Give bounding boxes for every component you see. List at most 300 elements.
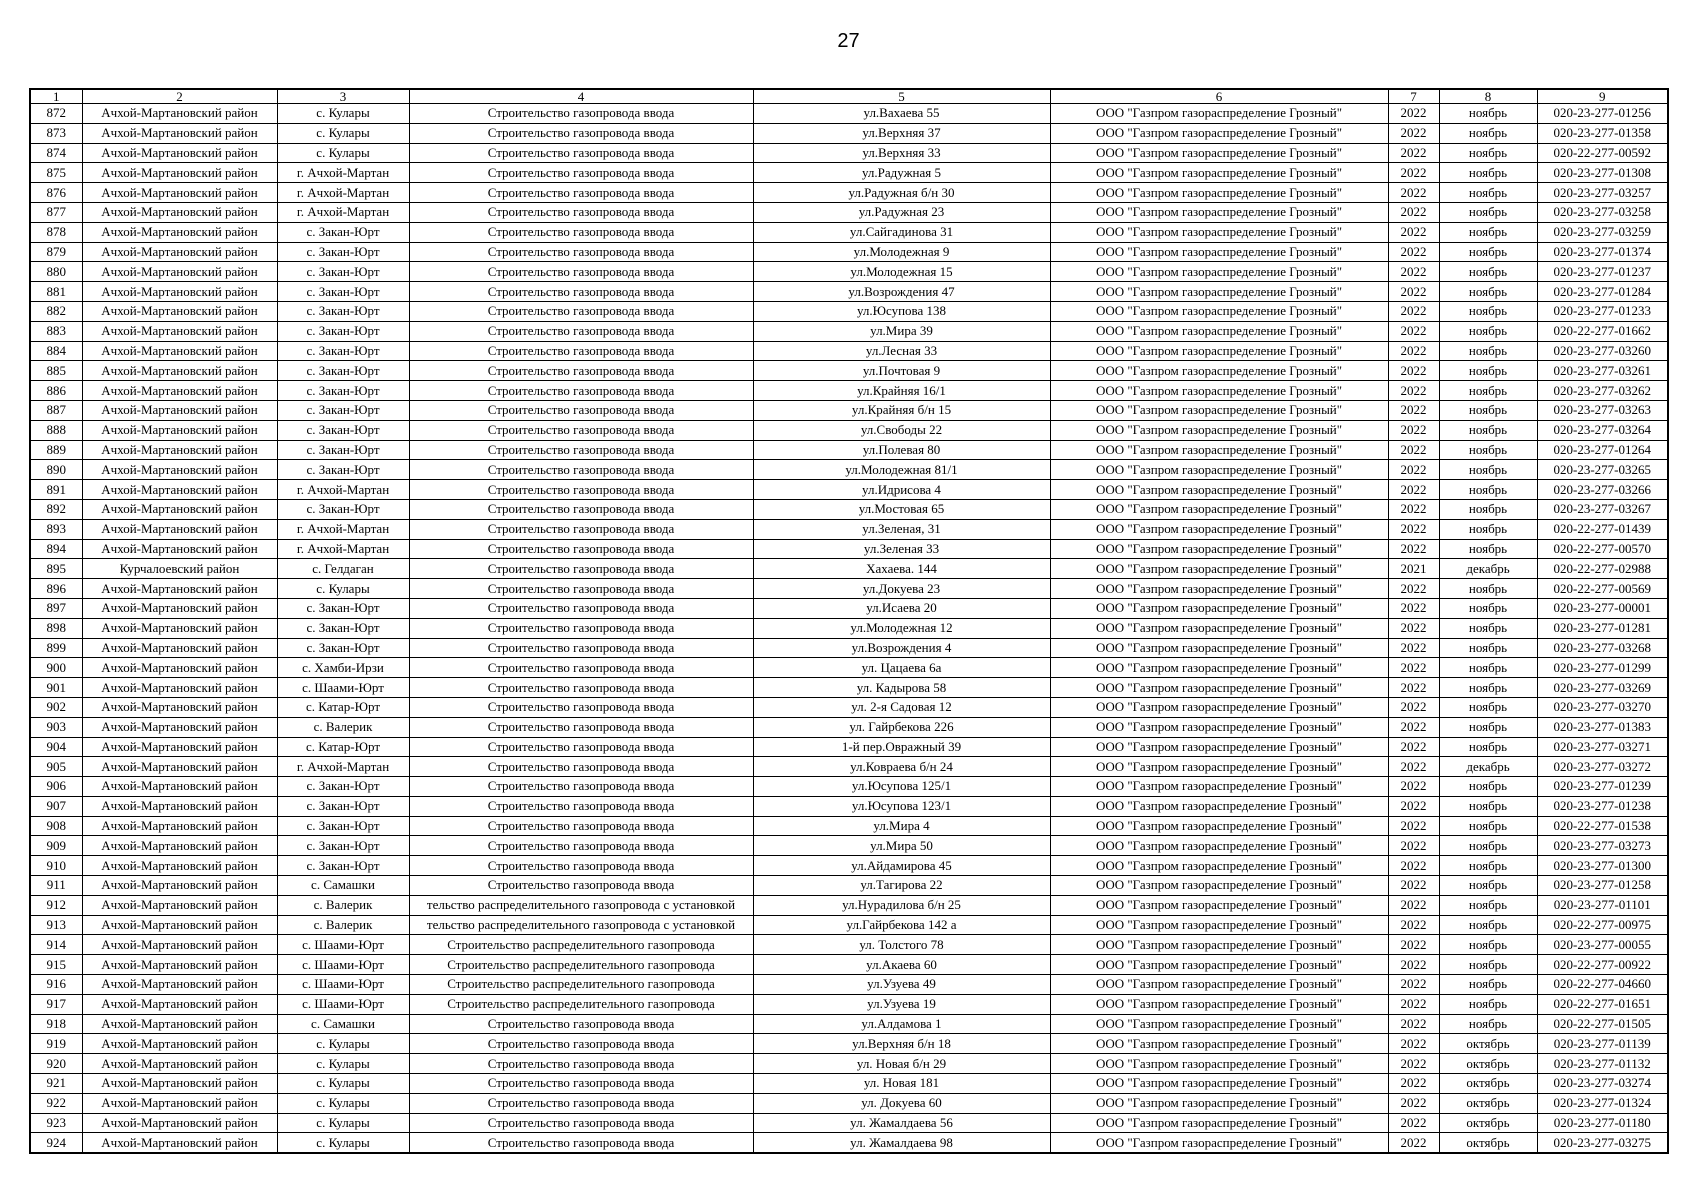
address-cell: ул. Цацаева 6а xyxy=(753,658,1050,678)
code-cell: 020-23-277-03272 xyxy=(1537,757,1668,777)
organization-cell: ООО "Газпром газораспределение Грозный" xyxy=(1050,737,1388,757)
work-type-cell: Строительство газопровода ввода xyxy=(409,282,753,302)
district-cell: Ачхой-Мартановский район xyxy=(82,301,277,321)
district-cell: Ачхой-Мартановский район xyxy=(82,856,277,876)
organization-cell: ООО "Газпром газораспределение Грозный" xyxy=(1050,658,1388,678)
table-row xyxy=(30,559,1668,579)
code-cell: 020-22-277-00592 xyxy=(1537,143,1668,163)
work-type-cell: Строительство газопровода ввода xyxy=(409,1074,753,1094)
year-cell: 2022 xyxy=(1388,1014,1439,1034)
organization-cell: ООО "Газпром газораспределение Грозный" xyxy=(1050,183,1388,203)
work-type-cell: Строительство распределительного газопровода xyxy=(409,975,753,995)
district-cell: Ачхой-Мартановский район xyxy=(82,658,277,678)
settlement-cell: с. Закан-Юрт xyxy=(277,381,409,401)
organization-cell: ООО "Газпром газораспределение Грозный" xyxy=(1050,242,1388,262)
row-number-cell: 915 xyxy=(30,955,82,975)
district-cell: Ачхой-Мартановский район xyxy=(82,1074,277,1094)
row-number-cell: 890 xyxy=(30,460,82,480)
month-cell: ноябрь xyxy=(1439,301,1537,321)
year-cell: 2022 xyxy=(1388,678,1439,698)
settlement-cell: с. Закан-Юрт xyxy=(277,460,409,480)
district-cell: Ачхой-Мартановский район xyxy=(82,618,277,638)
table-row xyxy=(30,915,1668,935)
organization-cell: ООО "Газпром газораспределение Грозный" xyxy=(1050,638,1388,658)
work-type-cell: тельство распределительного газопровода с установкой xyxy=(409,915,753,935)
work-type-cell: Строительство газопровода ввода xyxy=(409,579,753,599)
organization-cell: ООО "Газпром газораспределение Грозный" xyxy=(1050,955,1388,975)
organization-cell: ООО "Газпром газораспределение Грозный" xyxy=(1050,341,1388,361)
month-cell: ноябрь xyxy=(1439,539,1537,559)
code-cell: 020-23-277-03260 xyxy=(1537,341,1668,361)
district-cell: Ачхой-Мартановский район xyxy=(82,717,277,737)
work-type-cell: Строительство газопровода ввода xyxy=(409,717,753,737)
settlement-cell: с. Закан-Юрт xyxy=(277,282,409,302)
work-type-cell: Строительство газопровода ввода xyxy=(409,1113,753,1133)
year-cell: 2022 xyxy=(1388,183,1439,203)
organization-cell: ООО "Газпром газораспределение Грозный" xyxy=(1050,618,1388,638)
code-cell: 020-23-277-03261 xyxy=(1537,361,1668,381)
row-number-cell: 899 xyxy=(30,638,82,658)
code-cell: 020-23-277-03271 xyxy=(1537,737,1668,757)
month-cell: ноябрь xyxy=(1439,519,1537,539)
settlement-cell: с. Кулары xyxy=(277,123,409,143)
year-cell: 2022 xyxy=(1388,994,1439,1014)
table-row xyxy=(30,1074,1668,1094)
year-cell: 2022 xyxy=(1388,975,1439,995)
settlement-cell: г. Ачхой-Мартан xyxy=(277,757,409,777)
code-cell: 020-23-277-03275 xyxy=(1537,1133,1668,1153)
address-cell: ул.Юсупова 123/1 xyxy=(753,796,1050,816)
settlement-cell: с. Закан-Юрт xyxy=(277,361,409,381)
organization-cell: ООО "Газпром газораспределение Грозный" xyxy=(1050,1133,1388,1153)
month-cell: ноябрь xyxy=(1439,242,1537,262)
year-cell: 2022 xyxy=(1388,638,1439,658)
table-row xyxy=(30,143,1668,163)
year-cell: 2022 xyxy=(1388,816,1439,836)
settlement-cell: г. Ачхой-Мартан xyxy=(277,480,409,500)
address-cell: ул.Исаева 20 xyxy=(753,598,1050,618)
organization-cell: ООО "Газпром газораспределение Грозный" xyxy=(1050,400,1388,420)
address-cell: ул.Акаева 60 xyxy=(753,955,1050,975)
code-cell: 020-23-277-01237 xyxy=(1537,262,1668,282)
organization-cell: ООО "Газпром газораспределение Грозный" xyxy=(1050,321,1388,341)
district-cell: Ачхой-Мартановский район xyxy=(82,420,277,440)
district-cell: Ачхой-Мартановский район xyxy=(82,1093,277,1113)
address-cell: ул. Жамалдаева 56 xyxy=(753,1113,1050,1133)
row-number-cell: 896 xyxy=(30,579,82,599)
address-cell: ул.Узуева 19 xyxy=(753,994,1050,1014)
work-type-cell: Строительство газопровода ввода xyxy=(409,836,753,856)
gas-pipeline-table xyxy=(29,88,1669,1154)
table-row xyxy=(30,975,1668,995)
organization-cell: ООО "Газпром газораспределение Грозный" xyxy=(1050,836,1388,856)
month-cell: ноябрь xyxy=(1439,955,1537,975)
row-number-cell: 876 xyxy=(30,183,82,203)
table-row xyxy=(30,123,1668,143)
work-type-cell: Строительство газопровода ввода xyxy=(409,262,753,282)
organization-cell: ООО "Газпром газораспределение Грозный" xyxy=(1050,1074,1388,1094)
row-number-cell: 886 xyxy=(30,381,82,401)
settlement-cell: с. Закан-Юрт xyxy=(277,341,409,361)
code-cell: 020-23-277-03258 xyxy=(1537,202,1668,222)
settlement-cell: с. Закан-Юрт xyxy=(277,796,409,816)
row-number-cell: 919 xyxy=(30,1034,82,1054)
year-cell: 2022 xyxy=(1388,796,1439,816)
district-cell: Ачхой-Мартановский район xyxy=(82,222,277,242)
work-type-cell: Строительство газопровода ввода xyxy=(409,1014,753,1034)
work-type-cell: Строительство газопровода ввода xyxy=(409,123,753,143)
organization-cell: ООО "Газпром газораспределение Грозный" xyxy=(1050,915,1388,935)
settlement-cell: с. Закан-Юрт xyxy=(277,618,409,638)
settlement-cell: с. Закан-Юрт xyxy=(277,222,409,242)
row-number-cell: 918 xyxy=(30,1014,82,1034)
table-row xyxy=(30,579,1668,599)
work-type-cell: Строительство газопровода ввода xyxy=(409,816,753,836)
district-cell: Ачхой-Мартановский район xyxy=(82,816,277,836)
row-number-cell: 924 xyxy=(30,1133,82,1153)
work-type-cell: Строительство газопровода ввода xyxy=(409,341,753,361)
address-cell: ул.Полевая 80 xyxy=(753,440,1050,460)
row-number-cell: 908 xyxy=(30,816,82,836)
table-row xyxy=(30,1054,1668,1074)
table-row xyxy=(30,697,1668,717)
table-row xyxy=(30,440,1668,460)
address-cell: ул.Мира 4 xyxy=(753,816,1050,836)
year-cell: 2022 xyxy=(1388,143,1439,163)
address-cell: ул.Радужная б/н 30 xyxy=(753,183,1050,203)
work-type-cell: Строительство газопровода ввода xyxy=(409,480,753,500)
year-cell: 2022 xyxy=(1388,341,1439,361)
work-type-cell: Строительство газопровода ввода xyxy=(409,796,753,816)
code-cell: 020-23-277-01238 xyxy=(1537,796,1668,816)
district-cell: Ачхой-Мартановский район xyxy=(82,381,277,401)
month-cell: ноябрь xyxy=(1439,341,1537,361)
work-type-cell: Строительство газопровода ввода xyxy=(409,737,753,757)
work-type-cell: Строительство газопровода ввода xyxy=(409,1133,753,1153)
address-cell: ул.Мира 50 xyxy=(753,836,1050,856)
table-row xyxy=(30,856,1668,876)
address-cell: ул.Свободы 22 xyxy=(753,420,1050,440)
year-cell: 2022 xyxy=(1388,242,1439,262)
month-cell: ноябрь xyxy=(1439,737,1537,757)
column-number: 2 xyxy=(82,89,277,104)
district-cell: Ачхой-Мартановский район xyxy=(82,242,277,262)
month-cell: ноябрь xyxy=(1439,480,1537,500)
month-cell: ноябрь xyxy=(1439,658,1537,678)
address-cell: 1-й пер.Овражный 39 xyxy=(753,737,1050,757)
address-cell: ул.Вахаева 55 xyxy=(753,104,1050,124)
year-cell: 2022 xyxy=(1388,1054,1439,1074)
table-row xyxy=(30,519,1668,539)
row-number-cell: 894 xyxy=(30,539,82,559)
address-cell: ул.Зеленая, 31 xyxy=(753,519,1050,539)
row-number-cell: 914 xyxy=(30,935,82,955)
code-cell: 020-23-277-03263 xyxy=(1537,400,1668,420)
month-cell: ноябрь xyxy=(1439,579,1537,599)
code-cell: 020-23-277-00001 xyxy=(1537,598,1668,618)
month-cell: октябрь xyxy=(1439,1054,1537,1074)
settlement-cell: с. Катар-Юрт xyxy=(277,697,409,717)
month-cell: ноябрь xyxy=(1439,856,1537,876)
organization-cell: ООО "Газпром газораспределение Грозный" xyxy=(1050,143,1388,163)
settlement-cell: г. Ачхой-Мартан xyxy=(277,539,409,559)
table-row xyxy=(30,935,1668,955)
year-cell: 2022 xyxy=(1388,876,1439,896)
row-number-cell: 911 xyxy=(30,876,82,896)
organization-cell: ООО "Газпром газораспределение Грозный" xyxy=(1050,499,1388,519)
code-cell: 020-23-277-01281 xyxy=(1537,618,1668,638)
work-type-cell: Строительство газопровода ввода xyxy=(409,519,753,539)
year-cell: 2022 xyxy=(1388,658,1439,678)
settlement-cell: с. Закан-Юрт xyxy=(277,420,409,440)
work-type-cell: Строительство газопровода ввода xyxy=(409,104,753,124)
table-row xyxy=(30,737,1668,757)
table-row xyxy=(30,1133,1668,1153)
work-type-cell: Строительство газопровода ввода xyxy=(409,381,753,401)
address-cell: ул.Нурадилова б/н 25 xyxy=(753,895,1050,915)
row-number-cell: 889 xyxy=(30,440,82,460)
address-cell: ул.Молодежная 15 xyxy=(753,262,1050,282)
table-row xyxy=(30,638,1668,658)
settlement-cell: с. Кулары xyxy=(277,1074,409,1094)
year-cell: 2022 xyxy=(1388,717,1439,737)
address-cell: ул.Алдамова 1 xyxy=(753,1014,1050,1034)
row-number-cell: 901 xyxy=(30,678,82,698)
address-cell: ул.Почтовая 9 xyxy=(753,361,1050,381)
code-cell: 020-22-277-04660 xyxy=(1537,975,1668,995)
organization-cell: ООО "Газпром газораспределение Грозный" xyxy=(1050,717,1388,737)
district-cell: Ачхой-Мартановский район xyxy=(82,460,277,480)
year-cell: 2022 xyxy=(1388,915,1439,935)
month-cell: ноябрь xyxy=(1439,1014,1537,1034)
row-number-cell: 920 xyxy=(30,1054,82,1074)
row-number-cell: 903 xyxy=(30,717,82,737)
month-cell: ноябрь xyxy=(1439,202,1537,222)
code-cell: 020-23-277-01299 xyxy=(1537,658,1668,678)
row-number-cell: 883 xyxy=(30,321,82,341)
month-cell: ноябрь xyxy=(1439,440,1537,460)
code-cell: 020-22-277-00570 xyxy=(1537,539,1668,559)
address-cell: ул. Толстого 78 xyxy=(753,935,1050,955)
organization-cell: ООО "Газпром газораспределение Грозный" xyxy=(1050,282,1388,302)
settlement-cell: с. Шаами-Юрт xyxy=(277,955,409,975)
district-cell: Ачхой-Мартановский район xyxy=(82,1014,277,1034)
organization-cell: ООО "Газпром газораспределение Грозный" xyxy=(1050,480,1388,500)
month-cell: ноябрь xyxy=(1439,163,1537,183)
month-cell: октябрь xyxy=(1439,1113,1537,1133)
address-cell: ул.Молодежная 9 xyxy=(753,242,1050,262)
work-type-cell: Строительство газопровода ввода xyxy=(409,618,753,638)
work-type-cell: Строительство газопровода ввода xyxy=(409,757,753,777)
table-row xyxy=(30,1014,1668,1034)
district-cell: Ачхой-Мартановский район xyxy=(82,262,277,282)
column-number: 8 xyxy=(1439,89,1537,104)
work-type-cell: Строительство газопровода ввода xyxy=(409,598,753,618)
address-cell: ул.Верхняя 33 xyxy=(753,143,1050,163)
column-number: 7 xyxy=(1388,89,1439,104)
address-cell: ул.Айдамирова 45 xyxy=(753,856,1050,876)
table-row xyxy=(30,400,1668,420)
address-cell: ул.Тагирова 22 xyxy=(753,876,1050,896)
row-number-cell: 917 xyxy=(30,994,82,1014)
settlement-cell: с. Хамби-Ирзи xyxy=(277,658,409,678)
work-type-cell: Строительство газопровода ввода xyxy=(409,697,753,717)
table-row xyxy=(30,1034,1668,1054)
year-cell: 2022 xyxy=(1388,282,1439,302)
address-cell: ул.Радужная 23 xyxy=(753,202,1050,222)
month-cell: декабрь xyxy=(1439,757,1537,777)
row-number-cell: 872 xyxy=(30,104,82,124)
row-number-cell: 888 xyxy=(30,420,82,440)
code-cell: 020-23-277-01300 xyxy=(1537,856,1668,876)
month-cell: ноябрь xyxy=(1439,282,1537,302)
address-cell: ул.Молодежная 81/1 xyxy=(753,460,1050,480)
settlement-cell: с. Шаами-Юрт xyxy=(277,994,409,1014)
row-number-cell: 900 xyxy=(30,658,82,678)
settlement-cell: с. Закан-Юрт xyxy=(277,777,409,797)
column-number: 4 xyxy=(409,89,753,104)
district-cell: Ачхой-Мартановский район xyxy=(82,499,277,519)
code-cell: 020-23-277-03264 xyxy=(1537,420,1668,440)
row-number-cell: 898 xyxy=(30,618,82,638)
month-cell: октябрь xyxy=(1439,1093,1537,1113)
month-cell: ноябрь xyxy=(1439,678,1537,698)
code-cell: 020-23-277-01239 xyxy=(1537,777,1668,797)
column-number: 5 xyxy=(753,89,1050,104)
month-cell: ноябрь xyxy=(1439,321,1537,341)
month-cell: ноябрь xyxy=(1439,836,1537,856)
code-cell: 020-22-277-00922 xyxy=(1537,955,1668,975)
work-type-cell: Строительство газопровода ввода xyxy=(409,440,753,460)
row-number-cell: 921 xyxy=(30,1074,82,1094)
row-number-cell: 877 xyxy=(30,202,82,222)
settlement-cell: с. Гелдаган xyxy=(277,559,409,579)
row-number-cell: 892 xyxy=(30,499,82,519)
work-type-cell: Строительство газопровода ввода xyxy=(409,222,753,242)
table-row xyxy=(30,796,1668,816)
work-type-cell: Строительство газопровода ввода xyxy=(409,678,753,698)
district-cell: Ачхой-Мартановский район xyxy=(82,757,277,777)
code-cell: 020-23-277-01139 xyxy=(1537,1034,1668,1054)
district-cell: Ачхой-Мартановский район xyxy=(82,143,277,163)
address-cell: ул.Юсупова 125/1 xyxy=(753,777,1050,797)
district-cell: Ачхой-Мартановский район xyxy=(82,480,277,500)
table-row xyxy=(30,301,1668,321)
year-cell: 2022 xyxy=(1388,579,1439,599)
table-row xyxy=(30,1113,1668,1133)
month-cell: ноябрь xyxy=(1439,915,1537,935)
code-cell: 020-23-277-00055 xyxy=(1537,935,1668,955)
month-cell: ноябрь xyxy=(1439,975,1537,995)
year-cell: 2022 xyxy=(1388,361,1439,381)
table-row xyxy=(30,104,1668,124)
work-type-cell: Строительство газопровода ввода xyxy=(409,1054,753,1074)
row-number-cell: 905 xyxy=(30,757,82,777)
table-row xyxy=(30,1093,1668,1113)
row-number-cell: 887 xyxy=(30,400,82,420)
table-row xyxy=(30,163,1668,183)
settlement-cell: с. Кулары xyxy=(277,1054,409,1074)
year-cell: 2022 xyxy=(1388,104,1439,124)
month-cell: ноябрь xyxy=(1439,381,1537,401)
code-cell: 020-23-277-01308 xyxy=(1537,163,1668,183)
year-cell: 2022 xyxy=(1388,480,1439,500)
row-number-cell: 893 xyxy=(30,519,82,539)
month-cell: ноябрь xyxy=(1439,400,1537,420)
address-cell: ул.Крайняя б/н 15 xyxy=(753,400,1050,420)
table-row xyxy=(30,381,1668,401)
organization-cell: ООО "Газпром газораспределение Грозный" xyxy=(1050,222,1388,242)
code-cell: 020-23-277-03269 xyxy=(1537,678,1668,698)
address-cell: ул. Гайрбекова 226 xyxy=(753,717,1050,737)
address-cell: ул.Крайняя 16/1 xyxy=(753,381,1050,401)
address-cell: ул.Верхняя 37 xyxy=(753,123,1050,143)
district-cell: Ачхой-Мартановский район xyxy=(82,1133,277,1153)
code-cell: 020-23-277-03268 xyxy=(1537,638,1668,658)
page-number: 27 xyxy=(837,30,860,52)
work-type-cell: Строительство газопровода ввода xyxy=(409,163,753,183)
row-number-cell: 907 xyxy=(30,796,82,816)
code-cell: 020-23-277-01180 xyxy=(1537,1113,1668,1133)
organization-cell: ООО "Газпром газораспределение Грозный" xyxy=(1050,519,1388,539)
code-cell: 020-22-277-00569 xyxy=(1537,579,1668,599)
organization-cell: ООО "Газпром газораспределение Грозный" xyxy=(1050,678,1388,698)
district-cell: Ачхой-Мартановский район xyxy=(82,539,277,559)
district-cell: Ачхой-Мартановский район xyxy=(82,994,277,1014)
address-cell: ул.Возрождения 47 xyxy=(753,282,1050,302)
address-cell: ул.Мира 39 xyxy=(753,321,1050,341)
work-type-cell: Строительство газопровода ввода xyxy=(409,420,753,440)
month-cell: ноябрь xyxy=(1439,717,1537,737)
code-cell: 020-22-277-00975 xyxy=(1537,915,1668,935)
address-cell: ул.Лесная 33 xyxy=(753,341,1050,361)
code-cell: 020-23-277-03259 xyxy=(1537,222,1668,242)
row-number-cell: 906 xyxy=(30,777,82,797)
address-cell: ул. 2-я Садовая 12 xyxy=(753,697,1050,717)
address-cell: ул.Верхняя б/н 18 xyxy=(753,1034,1050,1054)
year-cell: 2022 xyxy=(1388,381,1439,401)
code-cell: 020-23-277-03267 xyxy=(1537,499,1668,519)
year-cell: 2022 xyxy=(1388,123,1439,143)
address-cell: ул.Радужная 5 xyxy=(753,163,1050,183)
work-type-cell: Строительство газопровода ввода xyxy=(409,202,753,222)
organization-cell: ООО "Газпром газораспределение Грозный" xyxy=(1050,816,1388,836)
month-cell: ноябрь xyxy=(1439,816,1537,836)
address-cell: ул. Новая 181 xyxy=(753,1074,1050,1094)
organization-cell: ООО "Газпром газораспределение Грозный" xyxy=(1050,895,1388,915)
district-cell: Ачхой-Мартановский район xyxy=(82,598,277,618)
settlement-cell: с. Валерик xyxy=(277,717,409,737)
district-cell: Ачхой-Мартановский район xyxy=(82,638,277,658)
month-cell: ноябрь xyxy=(1439,777,1537,797)
organization-cell: ООО "Газпром газораспределение Грозный" xyxy=(1050,420,1388,440)
settlement-cell: г. Ачхой-Мартан xyxy=(277,202,409,222)
work-type-cell: Строительство газопровода ввода xyxy=(409,539,753,559)
work-type-cell: Строительство газопровода ввода xyxy=(409,400,753,420)
district-cell: Ачхой-Мартановский район xyxy=(82,796,277,816)
table-row xyxy=(30,321,1668,341)
year-cell: 2022 xyxy=(1388,420,1439,440)
work-type-cell: Строительство газопровода ввода xyxy=(409,658,753,678)
work-type-cell: Строительство газопровода ввода xyxy=(409,460,753,480)
year-cell: 2022 xyxy=(1388,262,1439,282)
district-cell: Ачхой-Мартановский район xyxy=(82,876,277,896)
table-row xyxy=(30,361,1668,381)
year-cell: 2022 xyxy=(1388,697,1439,717)
month-cell: ноябрь xyxy=(1439,143,1537,163)
organization-cell: ООО "Газпром газораспределение Грозный" xyxy=(1050,301,1388,321)
column-number-row xyxy=(30,89,1668,104)
